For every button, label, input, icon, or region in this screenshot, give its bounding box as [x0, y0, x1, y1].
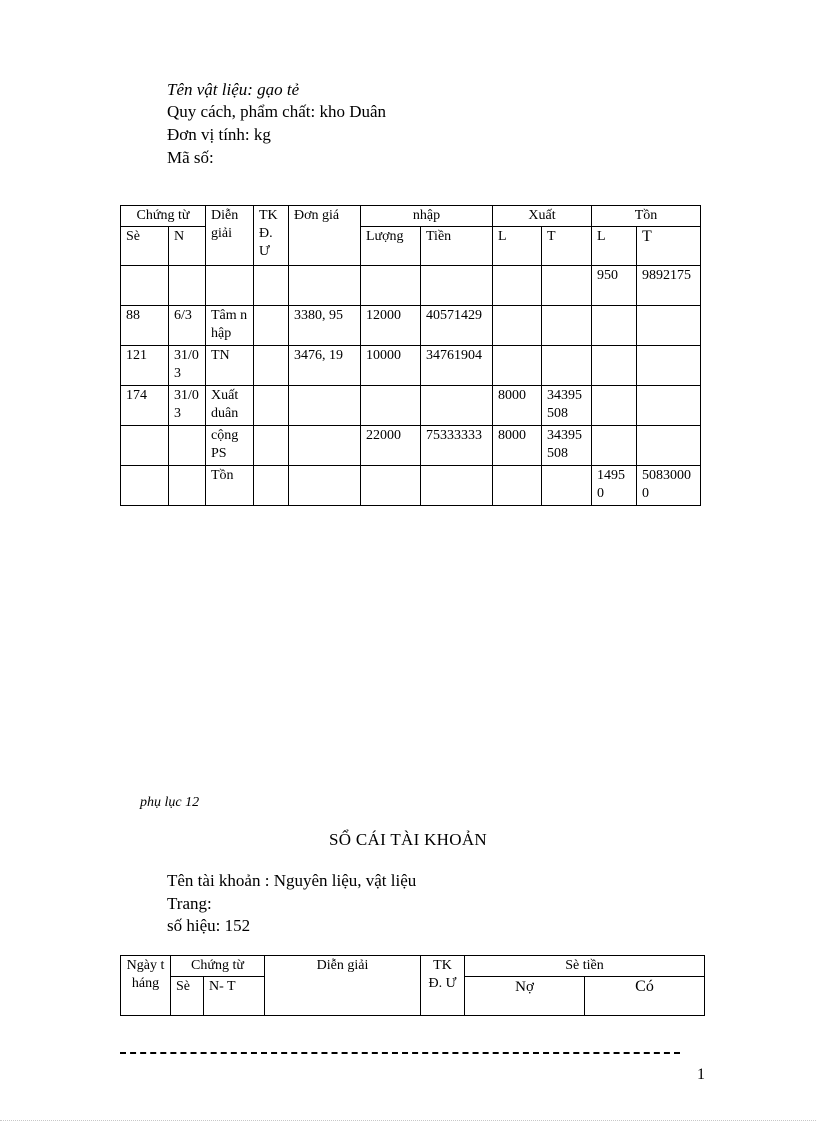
table-cell: cộng PS [206, 426, 254, 466]
table-cell: Tâm nhập [206, 306, 254, 346]
table-cell [289, 386, 361, 426]
table-cell: 6/3 [169, 306, 206, 346]
table-cell [493, 306, 542, 346]
table-cell: 174 [121, 386, 169, 426]
table-cell [121, 266, 169, 306]
table-header-row [121, 206, 701, 227]
table-cell [592, 426, 637, 466]
general-ledger-table [120, 955, 705, 1016]
subheader-amount: Tiền [421, 227, 493, 266]
table-cell: 31/03 [169, 346, 206, 386]
subheader-export-t: T [542, 227, 592, 266]
dashed-divider [120, 1052, 680, 1054]
ledger-header-amount: Sè tiền [465, 956, 705, 977]
table-cell: Tồn [206, 466, 254, 506]
table-cell: 34395508 [542, 386, 592, 426]
table-cell [169, 466, 206, 506]
inventory-table-body [121, 266, 701, 506]
table-cell [592, 386, 637, 426]
table-cell [361, 466, 421, 506]
table-cell [289, 466, 361, 506]
table-cell: 12000 [361, 306, 421, 346]
table-cell [254, 466, 289, 506]
ledger-header-date: Ngày tháng [121, 956, 171, 1016]
ledger-subheader-credit: Có [585, 977, 705, 1016]
table-cell [254, 306, 289, 346]
material-spec: Quy cách, phẩm chất: kho Duân [167, 102, 387, 121]
table-cell [254, 426, 289, 466]
subheader-export-l: L [493, 227, 542, 266]
ledger-header-row [121, 956, 705, 977]
table-cell [254, 346, 289, 386]
ledger-subheader-date: N- T [204, 977, 265, 1016]
table-cell: 40571429 [421, 306, 493, 346]
table-cell [637, 426, 701, 466]
table-cell [542, 266, 592, 306]
ledger-subheader-debit: Nợ [465, 977, 585, 1016]
account-page: Trang: [167, 894, 212, 913]
ledger-header-description: Diễn giải [265, 956, 421, 1016]
table-cell [169, 266, 206, 306]
table-cell: TN [206, 346, 254, 386]
table-cell [592, 346, 637, 386]
table-cell [121, 426, 169, 466]
table-cell [169, 426, 206, 466]
material-code: Mã số: [167, 148, 214, 167]
header-unit-price: Đơn giá [289, 206, 361, 266]
table-cell [289, 426, 361, 466]
header-import: nhập [361, 206, 493, 227]
ledger-subheader-no: Sè [171, 977, 204, 1016]
header-description: Diễn giải [206, 206, 254, 266]
header-account: TK Đ. Ư [254, 206, 289, 266]
table-cell: 8000 [493, 426, 542, 466]
table-cell: 8000 [493, 386, 542, 426]
table-cell: 950 [592, 266, 637, 306]
table-cell: Xuất duân [206, 386, 254, 426]
subheader-no: Sè [121, 227, 169, 266]
ledger-header-voucher: Chứng từ [171, 956, 265, 977]
table-cell [361, 266, 421, 306]
table-cell [254, 386, 289, 426]
page-number: 1 [697, 1066, 705, 1083]
table-cell: 88 [121, 306, 169, 346]
header-export: Xuất [493, 206, 592, 227]
subheader-qty: Lượng [361, 227, 421, 266]
table-cell [637, 386, 701, 426]
table-row [121, 346, 701, 386]
table-cell [421, 266, 493, 306]
table-cell [421, 466, 493, 506]
header-balance: Tồn [592, 206, 701, 227]
table-cell: 121 [121, 346, 169, 386]
table-cell [637, 306, 701, 346]
appendix-label: phụ lục 12 [140, 795, 200, 810]
page-edge [0, 1120, 816, 1121]
table-row [121, 266, 701, 306]
table-cell [361, 386, 421, 426]
table-cell [592, 306, 637, 346]
inventory-table [120, 205, 701, 506]
table-cell [542, 466, 592, 506]
ledger-title: SỔ CÁI TÀI KHOẢN [329, 830, 487, 849]
material-name: Tên vật liệu: gạo tẻ [167, 80, 300, 99]
table-cell [493, 466, 542, 506]
table-cell [493, 266, 542, 306]
header-voucher: Chứng từ [121, 206, 206, 227]
table-cell [542, 306, 592, 346]
table-row [121, 466, 701, 506]
table-cell [254, 266, 289, 306]
table-cell [637, 346, 701, 386]
ledger-header-account: TK Đ. Ư [421, 956, 465, 1016]
account-name: Tên tài khoản : Nguyên liệu, vật liệu [167, 871, 417, 890]
material-unit: Đơn vị tính: kg [167, 125, 271, 144]
table-row [121, 386, 701, 426]
table-cell: 9892175 [637, 266, 701, 306]
table-cell: 34761904 [421, 346, 493, 386]
table-cell [206, 266, 254, 306]
table-cell: 34395508 [542, 426, 592, 466]
account-number: số hiệu: 152 [167, 916, 251, 935]
subheader-balance-t: T [637, 227, 701, 266]
table-cell: 10000 [361, 346, 421, 386]
table-cell: 3380, 95 [289, 306, 361, 346]
table-cell [421, 386, 493, 426]
table-cell: 50830000 [637, 466, 701, 506]
table-cell [493, 346, 542, 386]
table-row [121, 426, 701, 466]
subheader-date: N [169, 227, 206, 266]
table-cell: 75333333 [421, 426, 493, 466]
table-cell: 3476, 19 [289, 346, 361, 386]
subheader-balance-l: L [592, 227, 637, 266]
table-cell [121, 466, 169, 506]
table-cell: 31/03 [169, 386, 206, 426]
table-cell: 22000 [361, 426, 421, 466]
table-cell [289, 266, 361, 306]
table-cell [542, 346, 592, 386]
table-cell: 14950 [592, 466, 637, 506]
table-row [121, 306, 701, 346]
